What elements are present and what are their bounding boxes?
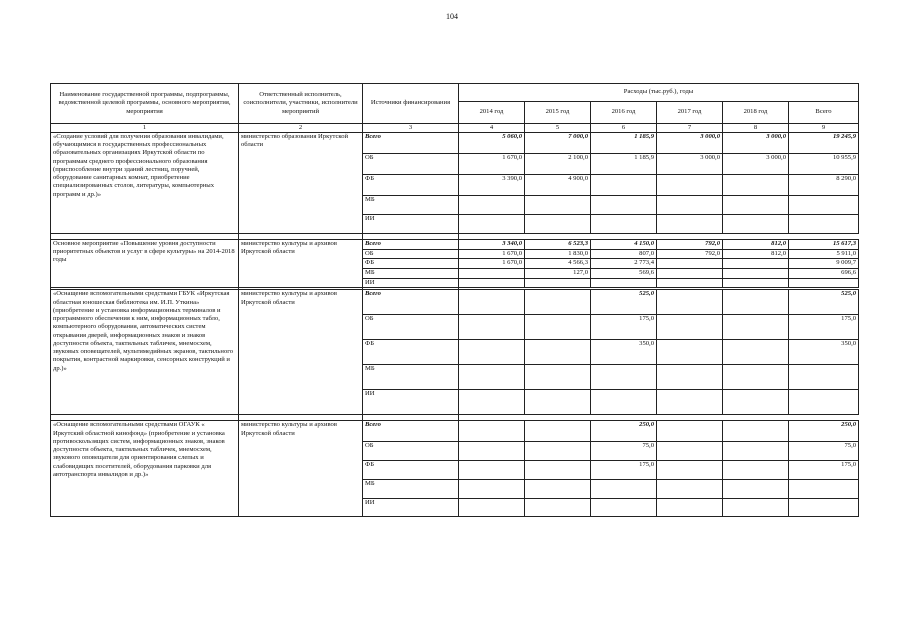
- total-amount: 8 290,0: [789, 175, 859, 196]
- year-amount: [459, 480, 525, 499]
- header-responsible: Ответственный исполнитель, соисполнители, участники, исполнители мероприятий: [239, 84, 363, 124]
- year-amount: [459, 290, 525, 315]
- header-year: 2015 год: [525, 102, 591, 124]
- total-amount: 15 617,3: [789, 240, 859, 250]
- year-amount: [459, 421, 525, 442]
- year-amount: 4 150,0: [591, 240, 657, 250]
- responsible-executor: министерство образования Иркутской области: [239, 133, 363, 234]
- year-amount: [525, 315, 591, 340]
- column-index: 4: [459, 124, 525, 133]
- year-amount: [525, 340, 591, 365]
- measure-name: Основное мероприятие «Повышение уровня доступности приоритетных объектов и услуг в сфере культуры» на 2014-2018 годы: [51, 240, 239, 288]
- year-amount: [723, 340, 789, 365]
- year-amount: [459, 279, 525, 288]
- year-amount: [525, 480, 591, 499]
- funding-source: Всего: [363, 133, 459, 154]
- table-row: [51, 240, 859, 250]
- year-amount: 812,0: [723, 250, 789, 259]
- total-amount: [789, 365, 859, 390]
- year-amount: [657, 215, 723, 234]
- year-amount: 127,0: [525, 269, 591, 279]
- year-amount: [525, 196, 591, 215]
- year-amount: [723, 315, 789, 340]
- responsible-executor: министерство культуры и архивов Иркутской области: [239, 240, 363, 288]
- funding-source: ИИ: [363, 390, 459, 415]
- header-name: Наименование государственной программы, подпрограммы, ведомственной целевой программы, основного мероприятия, мероприятия: [51, 84, 239, 124]
- year-amount: [591, 196, 657, 215]
- year-amount: [459, 442, 525, 461]
- year-amount: [723, 290, 789, 315]
- year-amount: 175,0: [591, 315, 657, 340]
- year-amount: [723, 259, 789, 269]
- year-amount: 4 900,0: [525, 175, 591, 196]
- year-amount: 2 773,4: [591, 259, 657, 269]
- year-amount: [723, 461, 789, 480]
- header-year: 2016 год: [591, 102, 657, 124]
- total-amount: 175,0: [789, 315, 859, 340]
- funding-source: ОБ: [363, 250, 459, 259]
- year-amount: 175,0: [591, 461, 657, 480]
- year-amount: [657, 421, 723, 442]
- total-amount: [789, 480, 859, 499]
- year-amount: [723, 390, 789, 415]
- year-amount: [657, 279, 723, 288]
- year-amount: 1 185,9: [591, 154, 657, 175]
- year-amount: 525,0: [591, 290, 657, 315]
- year-amount: 1 670,0: [459, 154, 525, 175]
- total-amount: [789, 390, 859, 415]
- funding-source: ОБ: [363, 442, 459, 461]
- year-amount: [525, 215, 591, 234]
- year-amount: [459, 390, 525, 415]
- year-amount: [657, 390, 723, 415]
- funding-source: МБ: [363, 480, 459, 499]
- header-year: 2017 год: [657, 102, 723, 124]
- header-total: Всего: [789, 102, 859, 124]
- column-index: 8: [723, 124, 789, 133]
- funding-source: МБ: [363, 269, 459, 279]
- year-amount: 2 100,0: [525, 154, 591, 175]
- year-amount: [525, 421, 591, 442]
- year-amount: [657, 196, 723, 215]
- total-amount: 350,0: [789, 340, 859, 365]
- table-row: [51, 421, 859, 442]
- year-amount: [657, 365, 723, 390]
- year-amount: [525, 365, 591, 390]
- funding-source: ИИ: [363, 215, 459, 234]
- year-amount: [657, 480, 723, 499]
- year-amount: [459, 269, 525, 279]
- total-amount: 10 955,9: [789, 154, 859, 175]
- year-amount: [525, 390, 591, 415]
- year-amount: [723, 196, 789, 215]
- year-amount: [723, 175, 789, 196]
- column-index: 9: [789, 124, 859, 133]
- table-row: [51, 290, 859, 315]
- total-amount: [789, 196, 859, 215]
- year-amount: [459, 365, 525, 390]
- year-amount: [723, 480, 789, 499]
- year-amount: [459, 499, 525, 517]
- year-amount: [723, 499, 789, 517]
- year-amount: [657, 259, 723, 269]
- total-amount: 175,0: [789, 461, 859, 480]
- year-amount: 792,0: [657, 240, 723, 250]
- year-amount: [723, 442, 789, 461]
- measure-name: «Оснащение вспомогательными средствами ОГАУК « Иркутский областной кинофонд» (приобретение и установка противоскользящих систем, информационных знаков, знаков доступности объекта, тактильных табличек, мнемосхем, звукового оповещателя для ориентирования слепых и слабовидящих посетителей, оборудования парковки для автотранспорта инвалидов и др.)»: [51, 421, 239, 517]
- funding-source: ФБ: [363, 175, 459, 196]
- funding-source: Всего: [363, 421, 459, 442]
- year-amount: 3 000,0: [657, 133, 723, 154]
- column-index: 2: [239, 124, 363, 133]
- total-amount: 19 245,9: [789, 133, 859, 154]
- year-amount: [591, 499, 657, 517]
- year-amount: [657, 290, 723, 315]
- year-amount: 569,6: [591, 269, 657, 279]
- year-amount: [591, 175, 657, 196]
- year-amount: 1 670,0: [459, 259, 525, 269]
- measure-name: «Создание условий для получения образования инвалидами, обучающимися в государственных профессиональных образовательных организациях Иркутской области по программам среднего профессионального образования (приспособление внутри зданий лестниц, поручней, оборудование санитарных комнат, приобретение специализированных столов, литературы, компьютерных программ и др.)»: [51, 133, 239, 234]
- year-amount: 6 523,3: [525, 240, 591, 250]
- year-amount: 792,0: [657, 250, 723, 259]
- year-amount: 1 670,0: [459, 250, 525, 259]
- budget-body: [51, 133, 859, 517]
- column-index: 3: [363, 124, 459, 133]
- year-amount: 7 000,0: [525, 133, 591, 154]
- year-amount: [657, 499, 723, 517]
- year-amount: [459, 315, 525, 340]
- responsible-executor: министерство культуры и архивов Иркутской области: [239, 290, 363, 415]
- total-amount: 696,6: [789, 269, 859, 279]
- year-amount: 4 566,3: [525, 259, 591, 269]
- year-amount: [657, 461, 723, 480]
- funding-source: ИИ: [363, 279, 459, 288]
- page-number: 104: [446, 12, 458, 21]
- total-amount: 75,0: [789, 442, 859, 461]
- year-amount: [723, 421, 789, 442]
- year-amount: [657, 340, 723, 365]
- year-amount: 1 185,9: [591, 133, 657, 154]
- funding-source: Всего: [363, 240, 459, 250]
- funding-source: ФБ: [363, 340, 459, 365]
- measure-name: «Оснащение вспомогательными средствами ГБУК «Иркутская областная юношеская библиотека им. И.П. Уткина» (приобретение и установка информационных терминалов и программного обеспечения к ним, информационных табло, компьютерного оборудования, автоматических систем открывания дверей, информационных знаков и знаков доступности объекта, тактильных табличек, мнемосхем, звуковых оповещателей, мультимедийных экранов, тактильного покрытия, контрастной маркировки, сенсорных конструкций и др.)»: [51, 290, 239, 415]
- funding-source: ОБ: [363, 315, 459, 340]
- year-amount: 3 000,0: [723, 154, 789, 175]
- year-amount: [591, 390, 657, 415]
- year-amount: [657, 269, 723, 279]
- year-amount: [525, 499, 591, 517]
- column-index-row: [51, 124, 859, 133]
- year-amount: [657, 442, 723, 461]
- table-row: [51, 133, 859, 154]
- year-amount: 3 000,0: [657, 154, 723, 175]
- year-amount: [525, 461, 591, 480]
- year-amount: 1 830,0: [525, 250, 591, 259]
- year-amount: 350,0: [591, 340, 657, 365]
- total-amount: [789, 215, 859, 234]
- header-expenses: Расходы (тыс.руб.), годы: [459, 84, 859, 102]
- year-amount: 812,0: [723, 240, 789, 250]
- year-amount: [459, 215, 525, 234]
- year-amount: [591, 365, 657, 390]
- funding-source: ФБ: [363, 461, 459, 480]
- year-amount: [459, 340, 525, 365]
- column-index: 7: [657, 124, 723, 133]
- year-amount: 3 000,0: [723, 133, 789, 154]
- year-amount: [525, 279, 591, 288]
- total-amount: [789, 499, 859, 517]
- column-index: 6: [591, 124, 657, 133]
- year-amount: 3 340,0: [459, 240, 525, 250]
- header-year: 2018 год: [723, 102, 789, 124]
- year-amount: [591, 480, 657, 499]
- year-amount: 250,0: [591, 421, 657, 442]
- year-amount: [525, 290, 591, 315]
- header-source: Источники финансирования: [363, 84, 459, 124]
- funding-source: ОБ: [363, 154, 459, 175]
- year-amount: [723, 279, 789, 288]
- year-amount: [723, 215, 789, 234]
- year-amount: [723, 365, 789, 390]
- year-amount: [525, 442, 591, 461]
- year-amount: [459, 196, 525, 215]
- funding-source: ИИ: [363, 499, 459, 517]
- year-amount: [723, 269, 789, 279]
- year-amount: 807,0: [591, 250, 657, 259]
- year-amount: 75,0: [591, 442, 657, 461]
- year-amount: [459, 461, 525, 480]
- year-amount: [657, 175, 723, 196]
- funding-source: МБ: [363, 196, 459, 215]
- year-amount: [591, 279, 657, 288]
- header-year: 2014 год: [459, 102, 525, 124]
- budget-table: [50, 83, 859, 517]
- column-index: 1: [51, 124, 239, 133]
- year-amount: 5 060,0: [459, 133, 525, 154]
- year-amount: 3 390,0: [459, 175, 525, 196]
- year-amount: [591, 215, 657, 234]
- total-amount: [789, 279, 859, 288]
- total-amount: 5 911,0: [789, 250, 859, 259]
- total-amount: 525,0: [789, 290, 859, 315]
- year-amount: [657, 315, 723, 340]
- total-amount: 250,0: [789, 421, 859, 442]
- funding-source: Всего: [363, 290, 459, 315]
- funding-source: МБ: [363, 365, 459, 390]
- total-amount: 9 009,7: [789, 259, 859, 269]
- funding-source: ФБ: [363, 259, 459, 269]
- responsible-executor: министерство культуры и архивов Иркутской области: [239, 421, 363, 517]
- column-index: 5: [525, 124, 591, 133]
